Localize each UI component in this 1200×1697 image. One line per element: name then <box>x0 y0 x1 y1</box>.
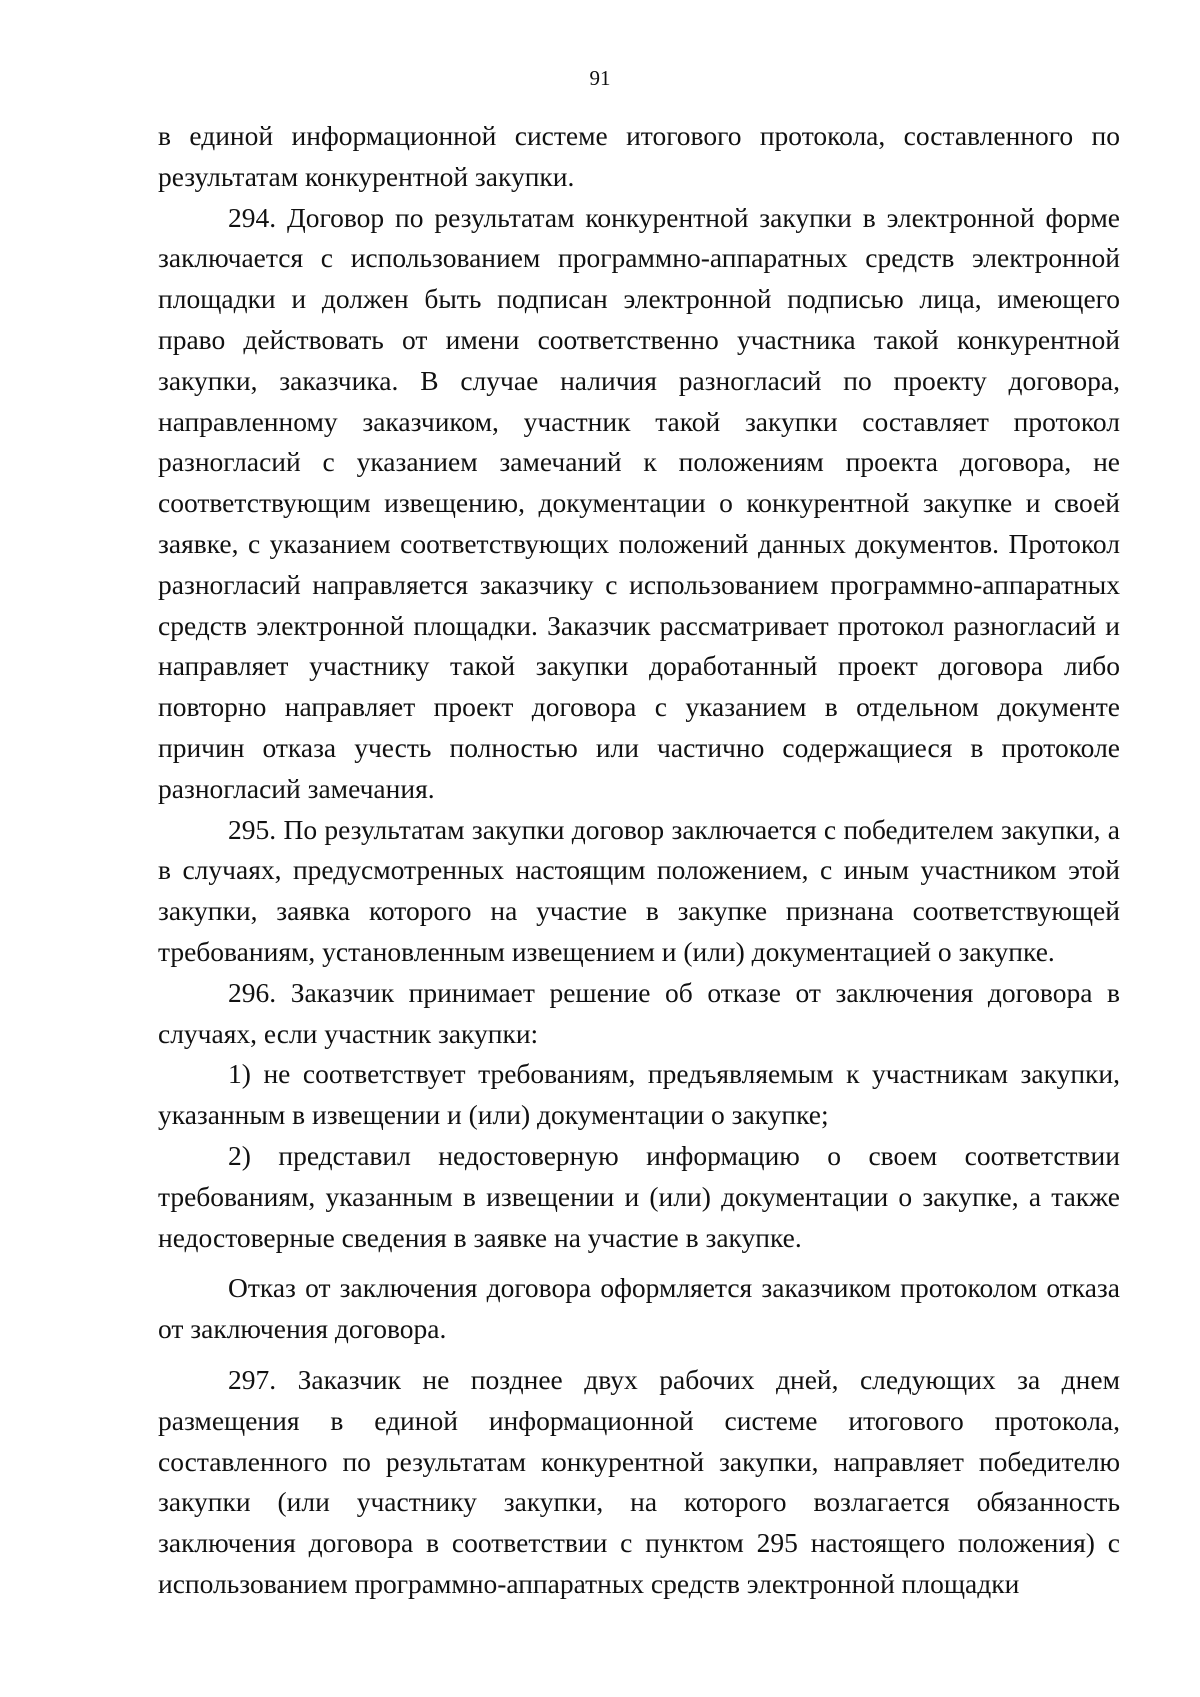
paragraph-296: 296. Заказчик принимает решение об отказе от заключения договора в случаях, если участник закупки: <box>158 976 1120 1049</box>
paragraph-295: 295. По результатам закупки договор заключается с победителем закупки, а в случаях, предусмотренных настоящим положением, с иным участником этой закупки, заявка которого на участие в закупке признана соответствующей требованиям, установленным извещением и (или) документацией о закупке. <box>158 813 1120 967</box>
paragraph-continuation: в единой информационной системе итогового протокола, составленного по результатам конкурентной закупки. <box>158 120 1120 192</box>
list-item-1: 1) не соответствует требованиям, предъявляемым к участникам закупки, указанным в извещении и (или) документации о закупке; <box>158 1058 1120 1131</box>
paragraph-refusal: Отказ от заключения договора оформляется заказчиком протоколом отказа от заключения договора. <box>158 1272 1120 1345</box>
page-number: 91 <box>589 66 611 90</box>
paragraph-297: 297. Заказчик не позднее двух рабочих дней, следующих за днем размещения в единой информационной системе итогового протокола, составленного по результатам конкурентной закупки, направляет победителю закупки (или участнику закупки, на которого возлагается обязанность заключения договора в соответствии с пунктом 295 настоящего положения) с использованием программно-аппаратных средств электронной площадки <box>158 1363 1120 1599</box>
list-item-2: 2) представил недостоверную информацию о своем соответствии требованиям, указанным в извещении и (или) документации о закупке, а также недостоверные сведения в заявке на участие в закупке. <box>158 1139 1120 1253</box>
document-body <box>158 116 1120 1605</box>
paragraph-294: 294. Договор по результатам конкурентной закупки в электронной форме заключается с использованием программно-аппаратных средств электронной площадки и должен быть подписан электронной подписью лица, имеющего право действовать от имени соответственно участника такой конкурентной закупки, заказчика. В случае наличия разногласий по проекту договора, направленному заказчиком, участник такой закупки составляет протокол разногласий с указанием замечаний к положениям проекта договора, не соответствующим извещению, документации о конкурентной закупке и своей заявке, с указанием соответствующих положений данных документов. Протокол разногласий направляется заказчику с использованием программно-аппаратных средств электронной площадки. Заказчик рассматривает протокол разногласий и направляет участнику такой закупки доработанный проект договора либо повторно направляет проект договора с указанием в отдельном документе причин отказа учесть полностью или частично содержащиеся в протоколе разногласий замечания. <box>158 201 1120 804</box>
